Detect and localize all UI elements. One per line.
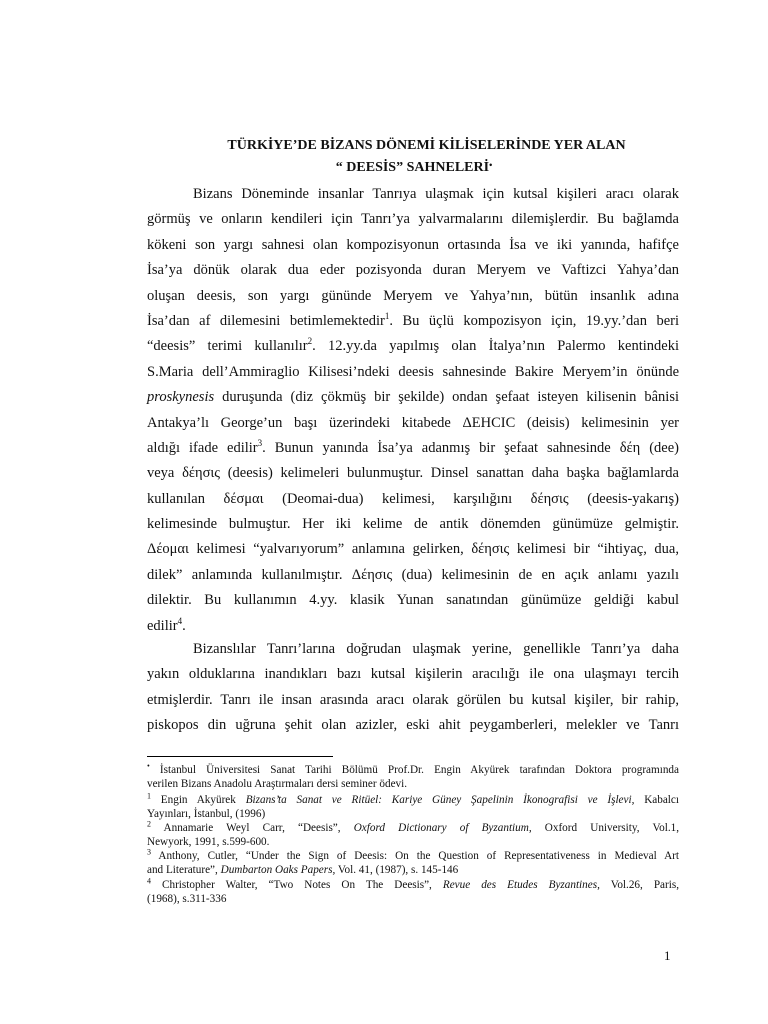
title-text: “ DEESİS” SAHNELERİ xyxy=(335,160,490,175)
text-run: . Bu üçlü kompozisyon için, 19.yy.’dan beri xyxy=(389,312,679,329)
text-run: Engin Akyürek xyxy=(151,794,246,806)
footnote-line: Yayınları, İstanbul, (1996) xyxy=(147,808,266,820)
italic-term: proskynesis xyxy=(147,389,215,406)
footnote-mark: 1 xyxy=(147,791,151,801)
text-line: Bizanslılar Tanrı’larına doğrudan ulaşmak yerine, genellikle Tanrı’ya daha xyxy=(193,641,679,657)
text-line xyxy=(147,334,679,359)
text-line: görmüş ve onların kendileri için Tanrı’ya yalvarmalarını dilemişlerdir. Bu bağlamda xyxy=(147,211,679,228)
text-line: İsa’ya dönük olarak dua eder pozisyonda duran Meryem ve Vaftizci Yahya’dan xyxy=(147,262,679,279)
italic-title: Bizans’ta Sanat ve Ritüel: Kariye Güney Şapelinin İkonografisi ve İşlevi, xyxy=(245,794,635,806)
footnote-mark: • xyxy=(489,160,493,170)
footnote-ref: 2 xyxy=(307,336,313,347)
footnote-line xyxy=(147,821,679,835)
text-line: dilektir. Bu kullanımın 4.yy. klasik Yunan sanatından günümüze geldiği kabul xyxy=(147,592,679,609)
footnote-line: verilen Bizans Anadolu Araştırmaları dersi seminer ödevi. xyxy=(147,778,408,790)
text-run: İstanbul Üniversitesi Sanat Tarihi Bölümü Prof.Dr. Engin Akyürek tarafından Doktora programında xyxy=(149,764,679,776)
footnote-line xyxy=(147,793,679,807)
body-paragraph-2 xyxy=(147,637,679,739)
text-line xyxy=(147,614,679,639)
text-run: Annamarie Weyl Carr, “Deesis”, xyxy=(151,822,354,834)
italic-title: Dumbarton Oaks Papers, xyxy=(220,864,336,876)
text-line: etmişlerdir. Tanrı ile insan arasında aracı olarak görülen bu kutsal kişiler, bir rahip, xyxy=(147,691,679,708)
text-run: Kabalcı xyxy=(634,794,679,806)
text-run: duruşunda (diz çökmüş bir şekilde) ondan şefaat isteyen kilisenin bânisi xyxy=(214,389,679,406)
text-line: Bizans Döneminde insanlar Tanrıya ulaşmak için kutsal kişileri aracı olarak xyxy=(193,186,679,202)
text-line: veya δέησις (deesis) kelimeleri bulunmuştur. Dinsel sanattan daha başka bağlamlarda xyxy=(147,465,679,482)
footnote-2 xyxy=(147,821,679,849)
text-line: oluşan deesis, son yargı gününde Meryem ve Yahya’nın, bütün insanlık adına xyxy=(147,287,679,304)
text-line xyxy=(147,309,679,334)
text-run: Christopher Walter, “Two Notes On The Deesis”, xyxy=(151,879,443,891)
text-run: Anthony, Cutler, “Under the Sign of Deesis: On the Question of Representativeness in Medieval Art xyxy=(151,850,679,862)
body-paragraph-1 xyxy=(147,182,679,639)
text-run: “deesis” terimi kullanılır xyxy=(147,338,308,355)
text-run: aldığı ifade edilir xyxy=(147,439,258,456)
text-line: yakın olduklarına inandıkları bazı kutsal kişilerin aracılığı ile ona ulaşmayı tercih xyxy=(147,666,679,683)
text-run: and Literature”, xyxy=(147,864,221,876)
footnote-mark: 3 xyxy=(147,847,151,857)
text-line: kullanılan δέσμαι (Deomai-dua) kelimesi, karşılığını δέησις (deesis-yakarış) xyxy=(147,490,679,507)
text-run: edilir xyxy=(147,617,178,634)
footnote-4 xyxy=(147,878,679,906)
footnote-0 xyxy=(147,763,679,791)
text-line: kelimesinde bulmuştur. Her iki kelime de antik dönemden günümüze gelmiştir. xyxy=(147,516,679,533)
text-line xyxy=(147,436,679,461)
document-title-line-1: TÜRKİYE’DE BİZANS DÖNEMİ KİLİSELERİNDE YER ALAN xyxy=(227,138,626,153)
document-title-line-2 xyxy=(0,158,768,178)
text-run: Vol.26, Paris, xyxy=(599,879,679,891)
footnote-line: (1968), s.311-336 xyxy=(147,893,227,905)
italic-title: Oxford Dictionary of Byzantium, xyxy=(353,822,532,834)
text-line: Antakya’lı George’un başı üzerindeki kitabede ΔEHCIC (deisis) kelimesinin yer xyxy=(147,414,679,431)
footnote-ref: 3 xyxy=(257,438,263,449)
text-line: dilek” anlamında kullanılmıştır. Δέησις (dua) kelimesinin de en açık anlamı yazılı xyxy=(147,566,679,583)
footnote-line xyxy=(147,878,679,892)
footnote-ref: 1 xyxy=(384,311,390,322)
footnote-line xyxy=(147,849,679,863)
text-run: Oxford University, Vol.1, xyxy=(531,822,680,834)
footnote-ref: 4 xyxy=(177,615,183,626)
text-line: kökeni son yargı sahnesi olan kompozisyonun ortasında İsa ve iki yanında, hafifçe xyxy=(147,236,679,253)
text-line: piskopos din uğruna şehit olan azizler, eski ahit peygamberleri, melekler ve Tanrı xyxy=(147,717,679,734)
page-number: 1 xyxy=(664,948,671,963)
footnote-line: Newyork, 1991, s.599-600. xyxy=(147,836,270,848)
text-line xyxy=(147,385,679,410)
text-run: Vol. 41, (1987), s. 145-146 xyxy=(335,864,459,876)
text-run: . Bunun yanında İsa’ya adanmış bir şefaat sahnesinde δέη (dee) xyxy=(262,439,679,456)
text-line: Δέομαι kelimesi “yalvarıyorum” anlamına gelirken, δέησις kelimesi bir “ihtiyaç, dua, xyxy=(147,541,679,558)
footnote-3 xyxy=(147,849,679,877)
footnote-mark: 4 xyxy=(147,876,151,886)
footnote-mark: 2 xyxy=(147,819,151,829)
footnote-separator xyxy=(147,756,333,757)
footnote-line xyxy=(147,863,679,877)
text-line: S.Maria dell’Ammiraglio Kilisesi’ndeki deesis sahnesinde Bakire Meryem’in önünde xyxy=(147,363,679,380)
footnote-mark: • xyxy=(147,761,150,771)
text-run: İsa’dan af dilemesini betimlemektedir xyxy=(147,312,385,329)
text-run: . xyxy=(182,617,186,634)
italic-title: Revue des Etudes Byzantines, xyxy=(442,879,600,891)
text-run: . 12.yy.da yapılmış olan İtalya’nın Palermo kentindeki xyxy=(312,338,680,355)
footnote-1 xyxy=(147,793,679,821)
footnote-line xyxy=(147,763,679,777)
